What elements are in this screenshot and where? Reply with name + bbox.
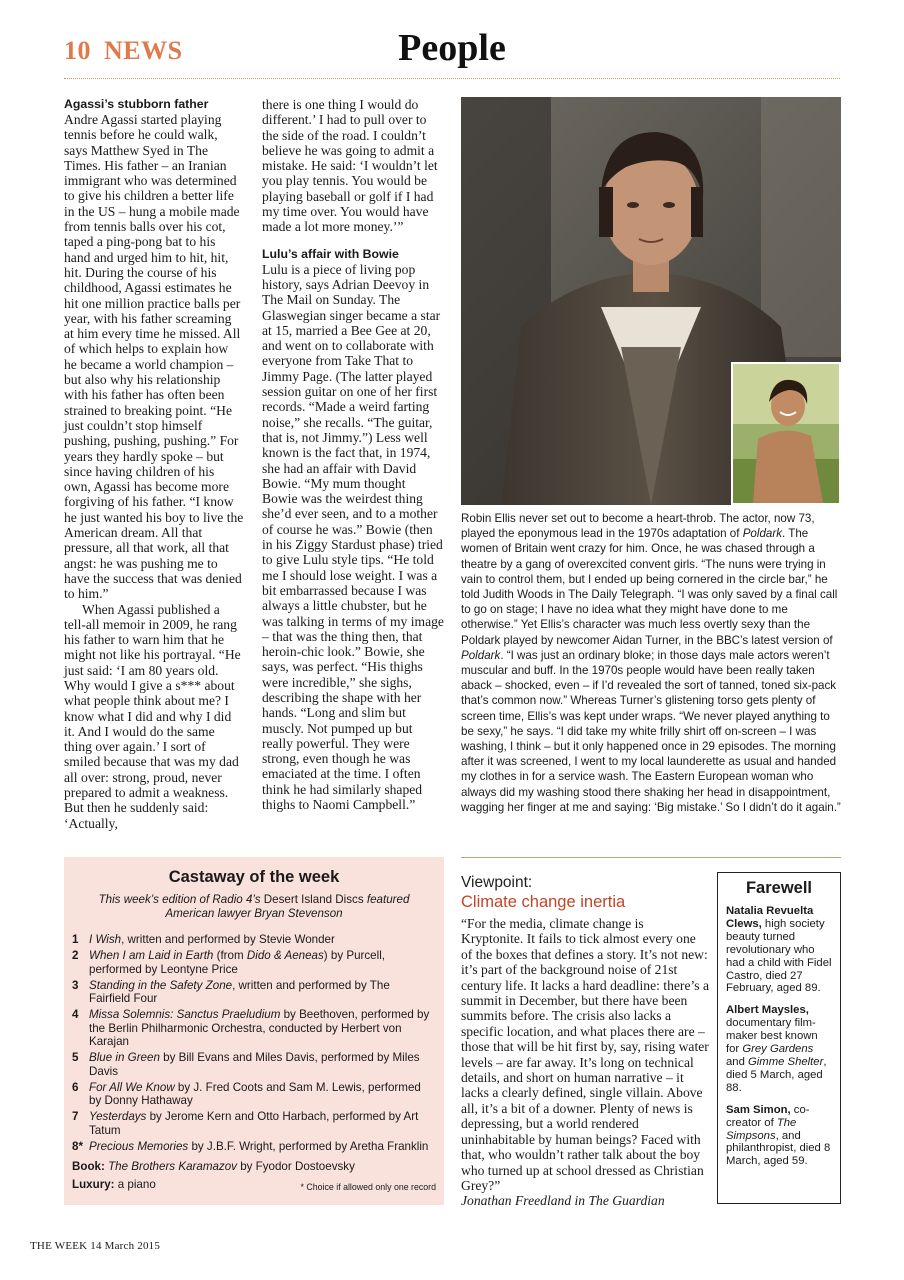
- castaway-intro: [78, 893, 430, 920]
- track-details: , written and performed by The Fairfield Four: [89, 978, 390, 1005]
- viewpoint-title: Climate change inertia: [461, 893, 626, 911]
- track-details: (from: [213, 949, 247, 962]
- book-author: by Fyodor Dostoevsky: [236, 1160, 355, 1173]
- film-title: Gimme Shelter: [748, 1055, 824, 1068]
- track-title: Standing in the Safety Zone: [89, 978, 233, 992]
- obituary-text: , and philanthropist, died 8 March, aged 59.: [726, 1129, 831, 1168]
- luxury-value: a piano: [114, 1178, 156, 1191]
- page-footer: THE WEEK 14 March 2015: [30, 1240, 161, 1252]
- obituary-text: documentary film-maker best known for: [726, 1017, 818, 1056]
- track-list: [72, 933, 434, 1153]
- track-title: When I am Laid in Earth: [89, 949, 214, 962]
- track-details: by Jerome Kern and Otto Harbach, performed by Art Tatum: [89, 1110, 419, 1137]
- book-label: Book:: [72, 1160, 105, 1173]
- page-number: 10: [64, 36, 91, 65]
- track-number: 2: [72, 949, 79, 962]
- obituary-name: Natalia Revuelta Clews,: [726, 905, 814, 930]
- track-item: [72, 1051, 434, 1078]
- viewpoint-section: [461, 874, 709, 1209]
- photo-caption: [461, 511, 841, 815]
- obituary-name: Albert Maysles,: [726, 1004, 809, 1017]
- track-title: For All We Know: [89, 1080, 175, 1094]
- track-title: Missa Solemnis: Sanctus Praeludium: [89, 1008, 281, 1021]
- track-number: 4: [72, 1008, 79, 1021]
- track-item: [72, 933, 434, 947]
- track-title: Yesterdays: [89, 1110, 147, 1123]
- show-title: The Simpsons: [726, 1116, 797, 1142]
- farewell-box: [717, 872, 841, 1204]
- castaway-title: Castaway of the week: [168, 868, 340, 886]
- obituary-entry: [726, 1104, 832, 1169]
- obituary-entry: [726, 1004, 832, 1094]
- viewpoint-label: Viewpoint:: [461, 874, 533, 891]
- farewell-title: Farewell: [745, 879, 813, 897]
- agassi-para-1: Andre Agassi started playing tennis before he could walk, says Matthew Syed in The Times. His father – an Iranian immigrant who was determined to give his children a better life in the US – hung a mobile made from tennis balls over his cot, taped a ping-pong bat to his hand and urged him to hit, hit, hit. During the course of his childhood, Agassi estimates he hit one million practice balls per year, with his father screaming at him every time he missed. All of which helps to explain how he became a world champion – but also why his relationship with his father has often been strained to breaking point. “He just couldn’t stop himself pushing, pushing, pushing.” For years they hardly spoke – but since having children of his own, Agassi has become more forgiving of his father. “I know he just wanted his boy to live the American dream. All that pressure, all that work, all that angst: he was pushing me to have the success that was denied to him.”: [64, 112, 244, 602]
- caption-text-2: . The women of Britain went crazy for him. Once, he was chased through a theatre by a gang of overexcited convent girls. “The nuns were trying in vain to control them, but I ended up being cornered in the circle bar,” he told Judith Woods in The Daily Telegraph. “I was only saved by a final call to go on stage; I have no idea what they might have done to me otherwise.” Yet Ellis’s character was much less overtly sexy than the Poldark played by newcomer Aidan Turner, in the BBC’s latest version of: [461, 527, 838, 647]
- viewpoint-source: Jonathan Freedland in The Guardian: [461, 1193, 665, 1209]
- track-details: , written and performed by Stevie Wonder: [121, 933, 335, 946]
- luxury-label: Luxury:: [72, 1178, 115, 1191]
- agassi-column: [64, 97, 244, 831]
- track-work-title: Dido & Aeneas: [246, 949, 324, 962]
- track-details-2: ) by Purcell, performed by Leontyne Price: [89, 949, 386, 976]
- obituary-entry: [726, 905, 832, 995]
- agassi-para-2: When Agassi published a tell-all memoir in 2009, he rang his father to warn him that he might not like his portrayal. “He just said: ‘I am 80 years old. Why would I give a s*** about what people think about me? I know what I did and why I did it. And I would do the same thing over again.’ I sort of smiled because that was my dad all over: strong, proud, never prepared to admit a weakness. But then he suddenly said: ‘Actually,: [64, 601, 241, 831]
- obituary-text: and: [726, 1055, 748, 1068]
- caption-text-3: . “I was just an ordinary bloke; in those days male actors weren’t muscular and buff. In the 1970s people would have been really taken aback – shocked, even – if I’d revealed the sort of tanned, toned six-pack that’s common now.” Whereas Turner’s glistening torso gets plenty of screen time, Ellis’s was kept under wraps. “We never played anything to be sexy,” he says. “I did take my white frilly shirt off on-screen – I was washing, I think – but it only happened once in 29 episodes. The morning after it was screened, I went to my local launderette as usual and handed my clothes in for a service wash. The Eastern European woman who always did my washing stood there shaking her head in disappointment, wagging her finger at me and saying: ‘Big mistake.’ So I didn’t do it again.”: [461, 648, 841, 814]
- caption-italic-2: Poldark: [461, 648, 501, 662]
- castaway-intro-programme: Desert Island Discs: [263, 893, 364, 906]
- track-title: Precious Memories: [89, 1139, 189, 1153]
- track-number: 1: [72, 933, 79, 946]
- caption-text-1: Robin Ellis never set out to become a heart-throb. The actor, now 73, played the eponymous lead in the 1970s adaptation of: [461, 512, 815, 541]
- track-item: [72, 1110, 434, 1137]
- obituary-text: co-creator of: [726, 1103, 810, 1129]
- track-item: [72, 1008, 434, 1049]
- caption-italic-1: Poldark: [742, 527, 782, 541]
- castaway-luxury: [72, 1178, 436, 1192]
- header-rule: [64, 78, 840, 79]
- castaway-intro-a: This week’s edition of Radio 4’s: [98, 893, 264, 906]
- track-details: by Bill Evans and Miles Davis, performed by Miles Davis: [89, 1051, 420, 1078]
- track-details: by Beethoven, performed by the Berlin Philharmonic Orchestra, conducted by Herbert von Karajan: [89, 1008, 430, 1048]
- track-title: Blue in Green: [89, 1051, 160, 1064]
- section-divider: [461, 857, 841, 858]
- agassi-para-3: there is one thing I would do different.’ I had to pull over to the side of the road. I couldn’t believe he was going to admit a mistake. He said: ‘I wouldn’t let you play tennis. You would be playing baseball or golf if I had my time over. You would have made a lot more money.’”: [262, 97, 438, 235]
- lulu-body: Lulu is a piece of living pop history, says Adrian Deevoy in The Mail on Sunday. The Glaswegian singer became a star at 15, married a Bee Gee at 20, and went on to collaborate with everyone from Take That to Jimmy Page. (The latter played session guitar on one of her first records. “Made a weird farting noise,” she recalls. “The guitar, that is, not Jimmy.”) Less well known is the fact that, in 1974, she had an affair with David Bowie. “My mum thought Bowie was the weirdest thing she’d ever seen, and to a mother of course he was.” Bowie (then in his Ziggy Stardust phase) tried to give Lulu style tips. “He told me I should lose weight. I was a bit embarrassed because I was always a little chubster, but he was talking in terms of my image – that was the thing then, that heroin-chic look.” Bowie, she says, was perfect. “His thighs were incredible,” she sighs, describing the shape with her hands. “Long and slim but muscly. Not pumped up but really powerful. They were strong, even though he was emaciated at the time. I often think he had similarly shaped thighs to Naomi Campbell.”: [262, 261, 444, 813]
- track-details: by J. Fred Coots and Sam M. Lewis, performed by Donny Hathaway: [89, 1080, 421, 1107]
- track-item: [72, 949, 434, 976]
- castaway-intro-c: featured American lawyer Bryan Stevenson: [165, 893, 410, 920]
- track-details: by J.B.F. Wright, performed by Aretha Franklin: [188, 1139, 429, 1153]
- track-number: 5: [72, 1051, 79, 1064]
- film-title: Grey Gardens: [742, 1043, 814, 1056]
- castaway-footnote: * Choice if allowed only one record: [300, 1182, 436, 1192]
- track-item: [72, 1081, 434, 1108]
- castaway-box: [64, 857, 444, 1205]
- track-number: 6: [72, 1080, 79, 1094]
- track-number: 8*: [72, 1139, 83, 1153]
- obituary-text: , died 5 March, aged 88.: [726, 1055, 827, 1094]
- castaway-book: [72, 1160, 436, 1174]
- agassi-heading: Agassi’s stubborn father: [64, 97, 209, 111]
- book-title: The Brothers Karamazov: [108, 1160, 237, 1173]
- lulu-heading: Lulu’s affair with Bowie: [262, 246, 399, 261]
- page-title: People: [398, 27, 506, 69]
- lulu-column: [262, 97, 444, 812]
- track-item: [72, 1140, 434, 1154]
- track-item: [72, 979, 434, 1006]
- track-title: I Wish: [89, 933, 122, 946]
- viewpoint-body: “For the media, climate change is Kryptonite. It fails to tick almost every one of the boxes that defines a story. It’s not new: it’s part of the background noise of 21st century life. It lacks a hard deadline: there’s a summit in December, but there have been summits before. The crisis also lacks a specific location, and what places there are – those that will be hit first by, say, rising water levels – are far away. It’s long on technical details, and short on human narrative – it lacks a clearly defined, single villain. Above all, it’s a bit of a downer. Plenty of news is depressing, but a world rendered uninhabitable by human beings? Faced with that, who wouldn’t rather talk about the boy who turned up at school dressed as Christian Grey?”: [461, 916, 709, 1193]
- track-number: 3: [72, 978, 79, 992]
- section-name: NEWS: [104, 36, 183, 65]
- obituary-name: Sam Simon,: [726, 1103, 791, 1116]
- obituary-text: high society beauty turned revolutionary who had a child with Fidel Castro, died 27 February, aged 89.: [726, 917, 832, 995]
- aidan-turner-photo: [731, 362, 841, 505]
- track-number: 7: [72, 1110, 79, 1123]
